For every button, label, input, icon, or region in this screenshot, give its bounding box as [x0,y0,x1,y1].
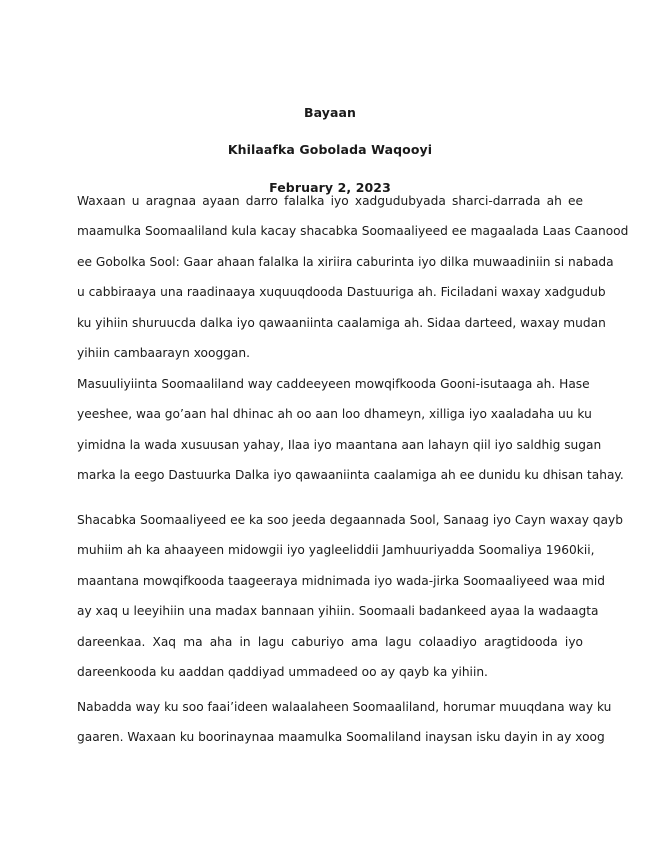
text-line: ku yihiin shuruucda dalka iyo qawaaniinta caalamiga ah. Sidaa darteed, waxay mudan [77,315,606,330]
paragraph-4 [77,692,612,753]
text-line: yihiin cambaarayn xooggan. [77,345,250,360]
text-line: yeeshee, waa go’aan hal dhinac ah oo aan loo dhameyn, xilliga iyo xaaladaha uu ku [77,407,592,422]
text-line: u cabbiraaya una raadinaaya xuquuqdooda Dastuuriga ah. Ficiladani waxay xadgudub [77,285,606,300]
text-line: yimidna la wada xusuusan yahay, Ilaa iyo maantana aan lahayn qiil iyo saldhig sugan [77,437,602,452]
paragraph-3 [77,505,623,687]
paragraph-2 [77,369,624,491]
document-title: Bayaan [303,105,357,120]
text-line: muhiim ah ka ahaayeen midowgii iyo yagleeliddii Jamhuuriyadda Soomaliya 1960kii, [77,543,595,558]
text-line: ay xaq u leeyihiin una madax bannaan yihiin. Soomaali badankeed ayaa la wadaagta [77,604,599,619]
text-line: Nabadda way ku soo faai’ideen walaalaheen Soomaaliland, horumar muuqdana way ku [77,700,612,714]
text-line: Waxaan u aragnaa ayaan darro falalka iyo xadgudubyada sharci-darrada ah ee [77,194,583,208]
text-line: gaaren. Waxaan ku boorinaynaa maamulka Soomaliland inaysan isku dayin in ay xoog [77,730,605,745]
text-line: maantana mowqifkooda taageeraya midnimada iyo wada-jirka Soomaaliyeed waa mid [77,573,605,588]
text-line: maamulka Soomaaliland kula kacay shacabka Soomaaliyeed ee magaalada Laas Caanood [77,224,629,239]
text-line: ee Gobolka Sool: Gaar ahaan falalka la xiriira caburinta iyo dilka muwaadiniin si nabada [77,254,614,269]
text-line: dareenkooda ku aaddan qaddiyad ummadeed oo ay qayb ka yihiin. [77,664,488,679]
document-date: February 2, 2023 [269,180,391,195]
text-line: Shacabka Soomaaliyeed ee ka soo jeeda degaannada Sool, Sanaag iyo Cayn waxay qayb [77,513,623,527]
document-subtitle: Khilaafka Gobolada Waqooyi [227,142,433,157]
paragraph-1 [77,186,629,368]
text-line: marka la eego Dastuurka Dalka iyo qawaaniinta caalamiga ah ee dunidu ku dhisan tahay. [77,468,624,483]
text-line: Masuuliyiinta Soomaaliland way caddeeyeen mowqifkooda Gooni-isutaaga ah. Hase [77,377,590,391]
text-line: dareenkaa. Xaq ma aha in lagu caburiyo ama lagu colaadiyo aragtidooda iyo [77,634,583,649]
